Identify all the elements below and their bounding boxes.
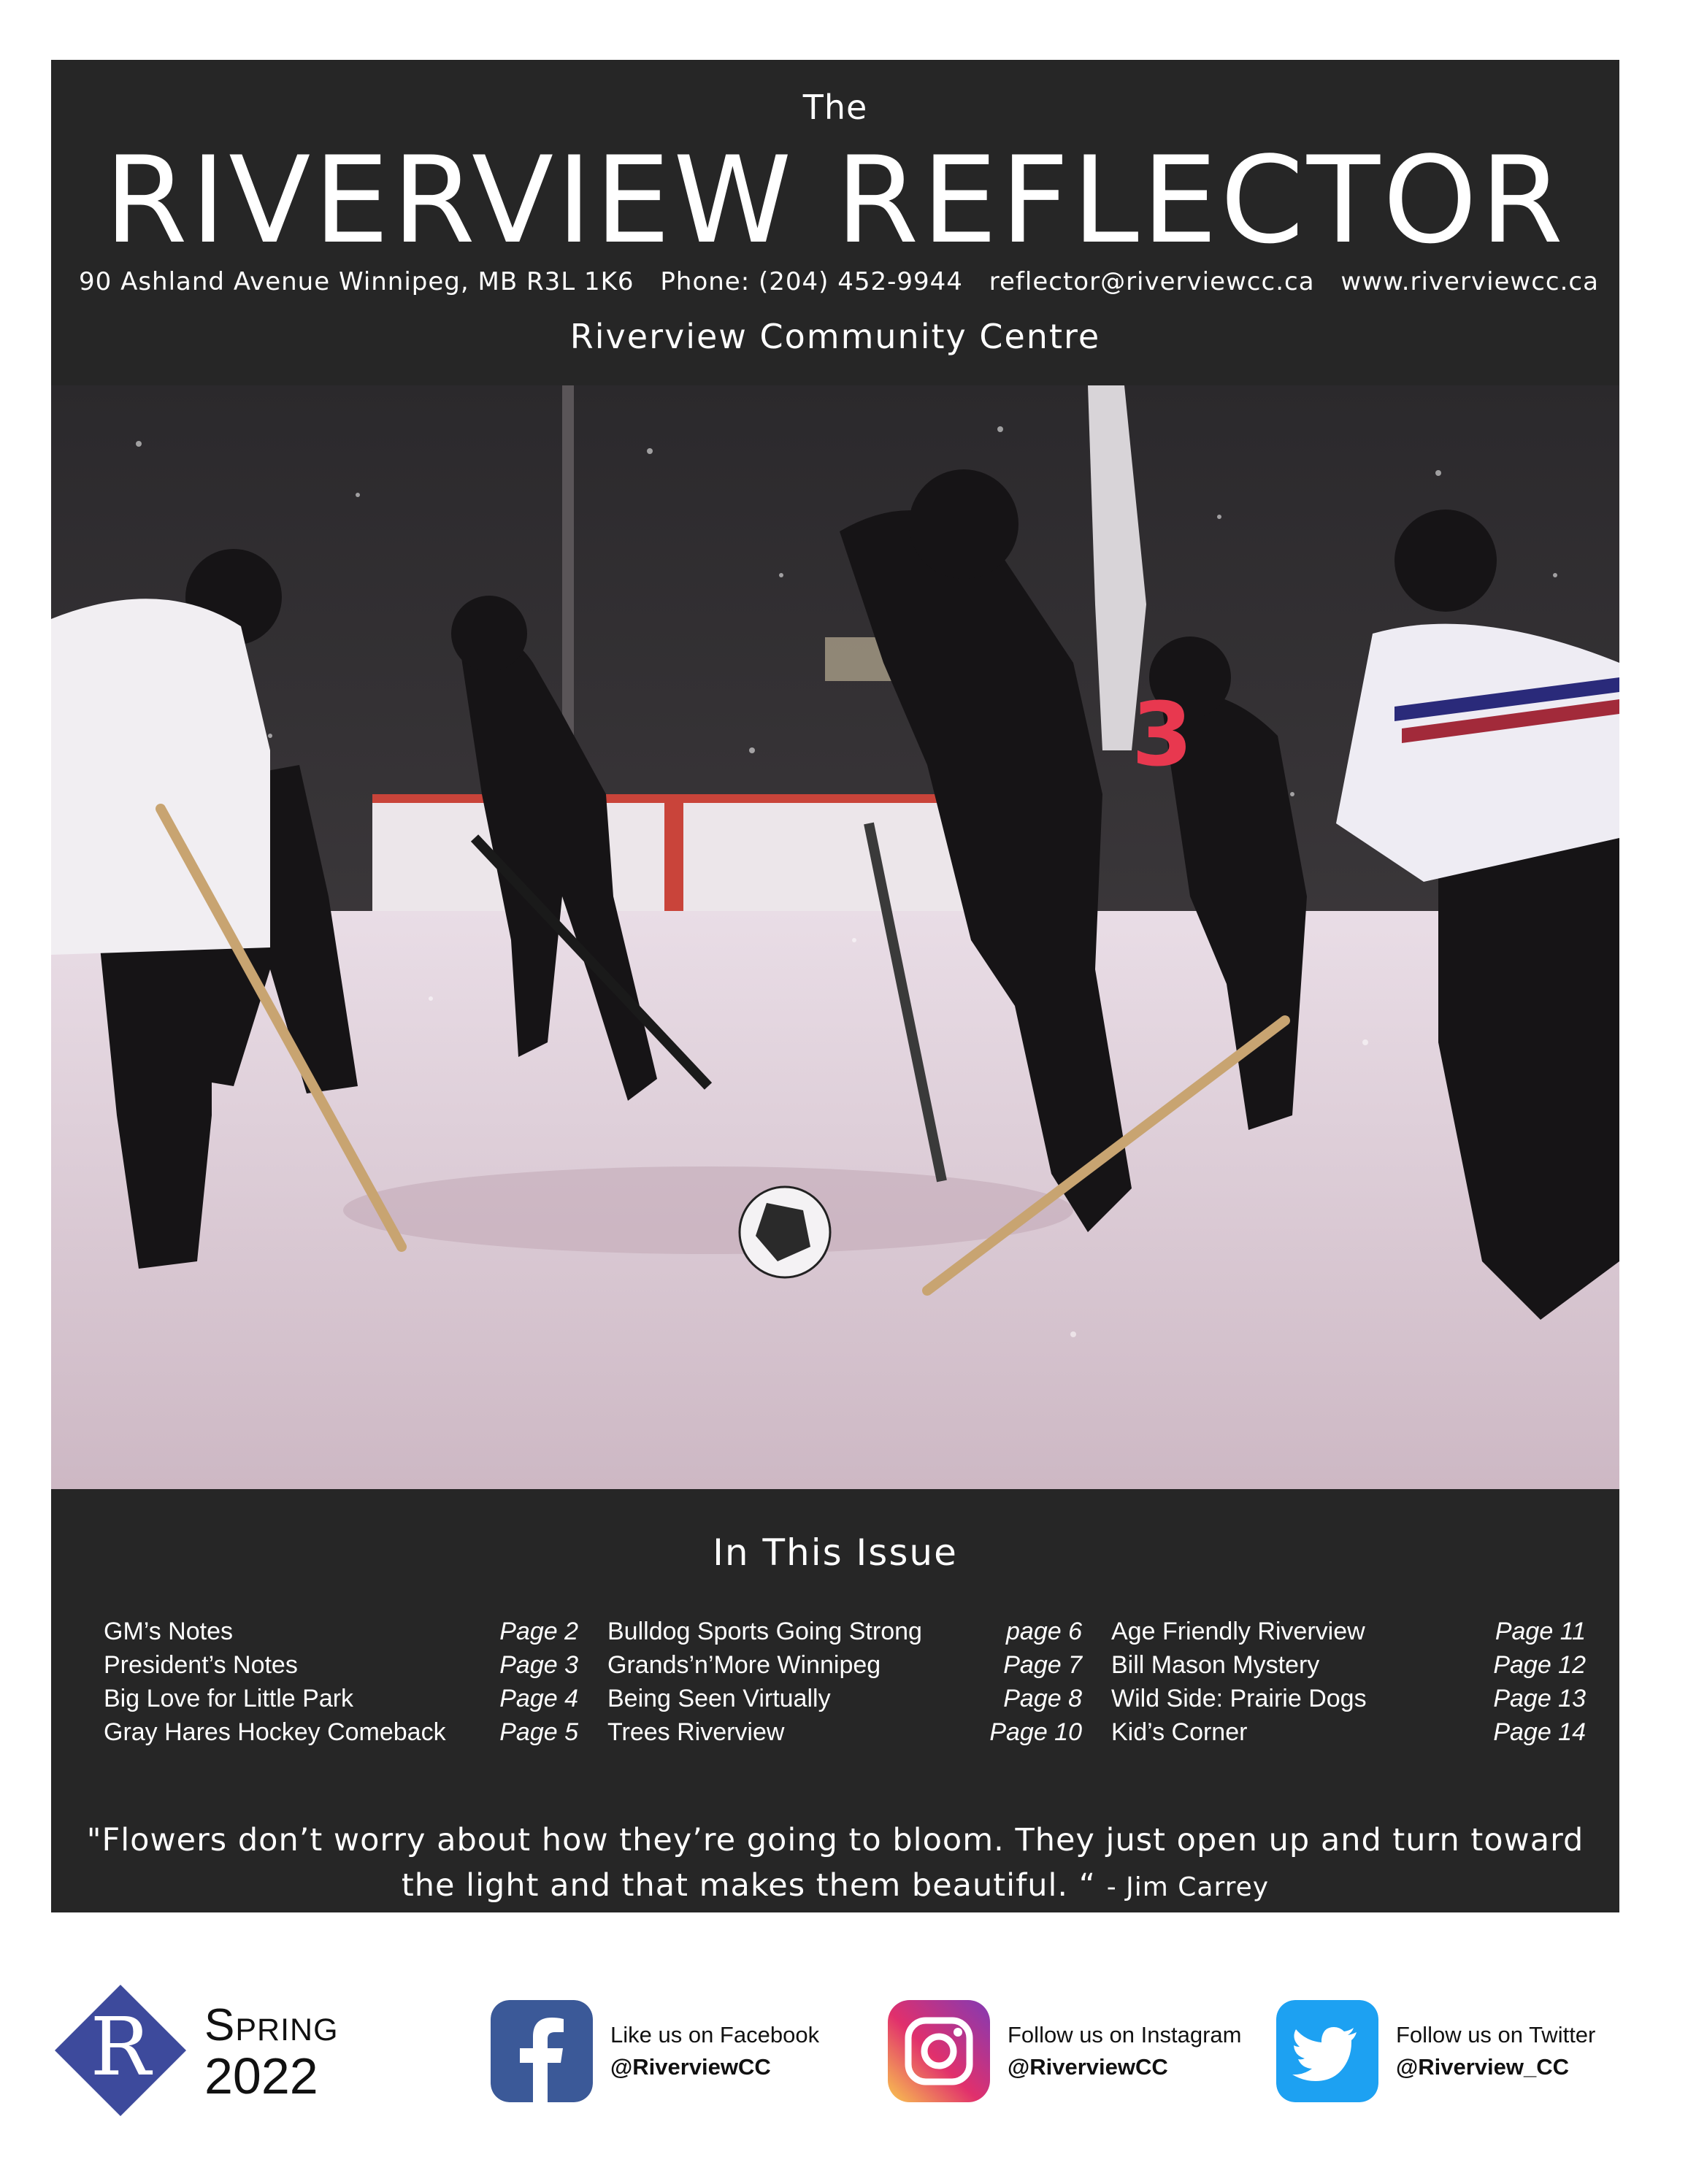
facebook-label: Like us on Facebook: [610, 2022, 820, 2048]
in-this-issue: [51, 1489, 1619, 1912]
masthead: [51, 60, 1619, 385]
twitter-handle: @Riverview_CC: [1396, 2054, 1569, 2080]
subtitle: Riverview Community Centre: [569, 317, 1101, 356]
toc-item[interactable]: Grands’n’More Winnipeg Page 7: [607, 1651, 1082, 1679]
broomball-photo-icon: [51, 385, 1619, 1489]
toc-item[interactable]: Bulldog Sports Going Strong page 6: [607, 1618, 1082, 1645]
table-of-contents: [104, 1615, 1586, 1749]
toc-item[interactable]: Big Love for Little Park Page 4: [104, 1685, 578, 1712]
riverview-logo-icon: [51, 1981, 190, 2120]
twitter-label: Follow us on Twitter: [1396, 2022, 1596, 2048]
website: www.riverviewcc.ca: [1340, 267, 1599, 296]
facebook-icon: [491, 2000, 593, 2102]
toc-item[interactable]: Gray Hares Hockey Comeback Page 5: [104, 1718, 578, 1746]
phone: Phone: (204) 452-9944: [660, 267, 963, 296]
svg-text:3: 3: [1132, 685, 1193, 786]
toc-item[interactable]: GM’s Notes Page 2: [104, 1618, 578, 1645]
toc-column: [104, 1615, 578, 1749]
issue-heading: In This Issue: [713, 1531, 958, 1574]
title-prefix: The: [802, 88, 868, 127]
facebook-handle: @RiverviewCC: [610, 2054, 771, 2080]
twitter-link[interactable]: [1276, 2000, 1595, 2102]
footer: [0, 1971, 1688, 2153]
instagram-icon: [888, 2000, 990, 2102]
instagram-handle: @RiverviewCC: [1008, 2054, 1168, 2080]
season-year: 2022: [204, 2048, 318, 2104]
cover-photo: [51, 385, 1619, 1489]
instagram-label: Follow us on Instagram: [1008, 2022, 1242, 2048]
instagram-link[interactable]: [888, 2000, 1241, 2102]
address: 90 Ashland Avenue Winnipeg, MB R3L 1K6: [79, 267, 634, 296]
toc-item[interactable]: Trees Riverview Page 10: [607, 1718, 1082, 1746]
email: reflector@riverviewcc.ca: [989, 267, 1315, 296]
logo-letter: R: [90, 2000, 151, 2093]
toc-item[interactable]: Being Seen Virtually Page 8: [607, 1685, 1082, 1712]
quote-text: "Flowers don’t worry about how they’re going to bloom. They just open up and turn toward the light and that makes them beautiful. “: [86, 1822, 1584, 1904]
newsletter-title: RIVERVIEW REFLECTOR: [104, 131, 1567, 270]
quote: [80, 1818, 1590, 1910]
toc-item[interactable]: President’s Notes Page 3: [104, 1651, 578, 1679]
toc-column: [1111, 1615, 1586, 1749]
twitter-icon: [1276, 2000, 1378, 2102]
toc-item[interactable]: Wild Side: Prairie Dogs Page 13: [1111, 1685, 1586, 1712]
season-label: Spring: [204, 2000, 339, 2050]
facebook-link[interactable]: [491, 2000, 819, 2102]
issue-season: [204, 2002, 339, 2102]
toc-item[interactable]: Kid’s Corner Page 14: [1111, 1718, 1586, 1746]
toc-item[interactable]: Bill Mason Mystery Page 12: [1111, 1651, 1586, 1679]
toc-column: [607, 1615, 1082, 1749]
quote-author: - Jim Carrey: [1106, 1872, 1270, 1902]
toc-item[interactable]: Age Friendly Riverview Page 11: [1111, 1618, 1586, 1645]
contact-line: [79, 267, 1599, 296]
